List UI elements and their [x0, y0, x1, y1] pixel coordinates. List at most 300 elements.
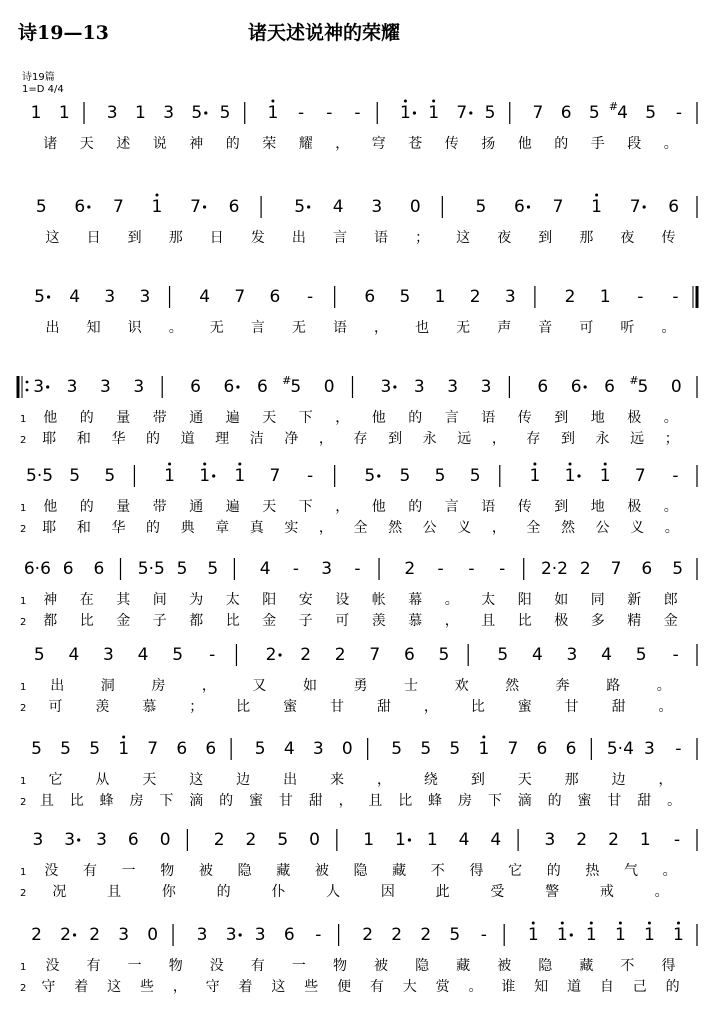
lyric-char: 章 [215, 520, 230, 536]
lyric-char: 可 [48, 699, 63, 715]
note: 7 [552, 197, 564, 217]
lyric-char: 比 [225, 613, 240, 629]
lyric-char: 幕 [408, 592, 423, 608]
note: 1 [478, 739, 490, 759]
note: 5 [60, 739, 71, 759]
augmentation-dot [47, 295, 50, 298]
note: 3 [139, 287, 151, 307]
lyric-char: ， [658, 772, 673, 788]
note: 0 [670, 377, 682, 397]
note: 5 [449, 739, 461, 759]
note: 2·2 [540, 559, 569, 579]
note: 5 [399, 466, 411, 486]
lyric-char: 净 [284, 431, 299, 447]
note: 6 [269, 287, 281, 307]
lyric-char: ， [318, 431, 333, 447]
lyric-char: 比 [69, 793, 84, 809]
augmentation-dot [204, 111, 207, 114]
note: 1 [267, 103, 279, 123]
note: 4 [490, 830, 502, 850]
lyric-char: 实 [284, 520, 299, 536]
note: 3 [254, 925, 266, 945]
lyric-char: 。 [663, 410, 678, 426]
note: 2 [60, 925, 71, 945]
augmentation-dot [570, 933, 573, 936]
note: 1 [639, 830, 651, 850]
note: 7 [507, 739, 519, 759]
note: 5 [637, 377, 649, 397]
high-octave-dot [122, 736, 125, 739]
note: 4 [601, 645, 612, 665]
lyric-char: 这 [456, 230, 471, 246]
note: 1 [58, 103, 70, 123]
lyric-char: 。 [658, 699, 673, 715]
note: 2 [245, 830, 257, 850]
sharp-sign: # [282, 374, 292, 387]
lyric-char: 的 [408, 499, 423, 515]
note: 4 [283, 739, 295, 759]
lyric-char: 极 [627, 499, 642, 515]
lyric-char: 人 [326, 884, 341, 900]
augmentation-dot [77, 838, 80, 841]
lyric-char: 神 [43, 592, 58, 608]
note: 6 [256, 377, 268, 397]
lyric-char: 隐 [538, 958, 553, 974]
repeat-dot [26, 389, 29, 392]
lyric-char: 天 [142, 772, 157, 788]
lyric-char: 听 [620, 320, 635, 336]
verse-number: 2 [20, 617, 27, 628]
lyric-char: 路 [606, 678, 621, 694]
note: 1 [134, 103, 146, 123]
lyric-char: 藏 [276, 863, 291, 879]
note: 2 [576, 830, 588, 850]
note: 3 [64, 830, 76, 850]
note: 5 [35, 197, 47, 217]
lyric-char: 永 [595, 431, 610, 447]
note: 2 [391, 925, 403, 945]
note: 0 [341, 739, 353, 759]
note: 3 [321, 559, 333, 579]
note: 3 [225, 925, 237, 945]
lyric-char: 太 [225, 592, 240, 608]
augmentation-dot [577, 474, 580, 477]
note: 1 [614, 925, 626, 945]
note: 7 [456, 103, 468, 123]
note: 5 [469, 466, 481, 486]
lyric-char: 自 [599, 979, 614, 995]
lyric-char: ， [338, 793, 353, 809]
lyric-char: 极 [554, 613, 569, 629]
note: 3 [371, 197, 383, 217]
lyric-char: 日 [209, 230, 224, 246]
note: 3 [312, 739, 324, 759]
note: 6 [537, 377, 549, 397]
lyric-char: 。 [662, 863, 677, 879]
lyric-char: 的 [547, 793, 562, 809]
lyric-char: 他 [43, 410, 58, 426]
note: 3 [118, 925, 130, 945]
note: 6 [668, 197, 680, 217]
note: 5 [645, 103, 657, 123]
note: 5 [33, 645, 45, 665]
note: 3 [100, 377, 111, 397]
lyric-char: 蜜 [248, 793, 263, 809]
lyric-char: 带 [152, 499, 167, 515]
note: 1 [164, 466, 175, 486]
lyric-char: 洞 [100, 678, 115, 694]
high-octave-dot [168, 463, 171, 466]
note: 6 [514, 197, 525, 217]
lyric-char: 金 [262, 613, 277, 629]
lyric-char: 苍 [408, 136, 423, 152]
lyric-char: 新 [627, 592, 642, 608]
lyric-char: 被 [374, 958, 389, 974]
note: 1 [199, 466, 211, 486]
lyric-char: 没 [209, 958, 224, 974]
lyric-char: 这 [189, 772, 204, 788]
lyric-char: 些 [304, 979, 319, 995]
high-octave-dot [238, 463, 241, 466]
lyric-char: 设 [335, 592, 350, 608]
lyric-char: 和 [76, 431, 91, 447]
lyric-char: 隐 [415, 958, 430, 974]
note: 0 [309, 830, 320, 850]
note: 5 [449, 925, 461, 945]
lyric-char: 言 [444, 499, 459, 515]
lyric-char: ， [374, 320, 389, 336]
lyric-char: 且 [39, 793, 54, 809]
note: 3 [104, 287, 116, 307]
note: 5 [391, 739, 403, 759]
lyric-char: 的 [554, 136, 569, 152]
lyric-char: 传 [517, 499, 532, 515]
lyric-char: 甜 [637, 793, 652, 809]
high-octave-dot [604, 463, 607, 466]
lyric-char: 他 [517, 136, 532, 152]
lyric-char: 到 [560, 431, 575, 447]
note: 3 [32, 830, 44, 850]
lyric-char: 然 [388, 520, 403, 536]
lyric-char: 扬 [481, 136, 496, 152]
note: 5·5 [26, 466, 54, 486]
lyric-char: 守 [205, 979, 220, 995]
note: 5 [475, 197, 487, 217]
lyric-char: 郎 [663, 592, 678, 608]
augmentation-dot [278, 653, 281, 656]
lyric-char: 的 [408, 410, 423, 426]
lyric-char: 在 [79, 592, 94, 608]
augmentation-dot [236, 385, 239, 388]
note: - [675, 739, 682, 759]
note: 5 [420, 739, 432, 759]
note: 5 [89, 739, 101, 759]
lyric-char: 通 [189, 410, 204, 426]
lyric-char: 无 [456, 320, 471, 336]
lyric-char: 来 [330, 772, 345, 788]
note: 5 [290, 377, 302, 397]
verse-number: 1 [20, 867, 27, 878]
lyric-char: 无 [209, 320, 224, 336]
lyric-char: 有 [82, 863, 97, 879]
lyric-char: 如 [554, 592, 569, 608]
note: 1 [529, 466, 541, 486]
note: 6 [74, 197, 86, 217]
note: 6 [283, 925, 295, 945]
sharp-sign: # [629, 374, 639, 387]
note: 5 [254, 739, 266, 759]
lyric-char: 天 [517, 772, 532, 788]
lyric-char: 耀 [298, 136, 313, 152]
lyric-char: 戒 [599, 884, 614, 900]
augmentation-dot [643, 205, 646, 208]
lyric-char: 手 [590, 136, 605, 152]
note: 1 [585, 925, 597, 945]
high-octave-dot [561, 922, 564, 925]
lyric-char: 地 [590, 410, 605, 426]
lyric-char: 甜 [376, 699, 391, 715]
high-octave-dot [569, 463, 572, 466]
lyric-char: 日 [86, 230, 101, 246]
verse-number: 1 [20, 962, 27, 973]
lyric-char: 远 [457, 431, 472, 447]
note: 6 [228, 197, 240, 217]
verse-number: 1 [20, 503, 27, 514]
augmentation-dot [408, 838, 411, 841]
note: 4 [458, 830, 470, 850]
lyric-char: 滴 [189, 793, 204, 809]
lyric-char: 下 [159, 793, 174, 809]
note: - [307, 466, 314, 486]
note: 3 [66, 377, 78, 397]
lyric-char: ， [335, 136, 350, 152]
note: 3 [480, 377, 492, 397]
lyric-char: 蜂 [99, 793, 114, 809]
note: - [437, 559, 444, 579]
lyric-char: 这 [45, 230, 60, 246]
lyric-char: 他 [43, 499, 58, 515]
lyric-char: 仆 [271, 884, 286, 900]
lyric-char: 大 [402, 979, 417, 995]
lyric-char: 知 [86, 320, 101, 336]
note: 1 [673, 925, 684, 945]
note: 7 [634, 466, 646, 486]
note: 4 [69, 287, 81, 307]
lyric-char: 言 [332, 230, 347, 246]
lyric-char: 它 [48, 772, 63, 788]
note: 7 [190, 197, 201, 217]
lyric-char: 言 [250, 320, 265, 336]
lyric-char: 诸 [43, 136, 58, 152]
high-octave-dot [404, 100, 407, 103]
lyric-char: 洁 [249, 431, 264, 447]
note: 7 [147, 739, 159, 759]
high-octave-dot [648, 922, 651, 925]
lyric-char: 语 [374, 230, 389, 246]
note: 0 [409, 197, 421, 217]
piece-number: 诗19—13 [18, 22, 109, 44]
note: 3 [566, 645, 578, 665]
lyric-char: 隐 [353, 863, 368, 879]
note: 7 [112, 197, 124, 217]
note: 3 [644, 739, 655, 759]
lyric-char: 滴 [517, 793, 532, 809]
note: 1 [599, 287, 611, 307]
note: 5 [176, 559, 188, 579]
lyric-char: 全 [526, 520, 541, 536]
verse-number: 2 [20, 435, 27, 446]
note: 6 [223, 377, 235, 397]
lyric-char: 阳 [262, 592, 277, 608]
lyric-char: 且 [368, 793, 383, 809]
lyric-char: 况 [52, 884, 67, 900]
lyric-char: 可 [579, 320, 594, 336]
lyric-char: 蜜 [577, 793, 592, 809]
lyric-char: ， [444, 613, 459, 629]
lyric-char: 蜜 [283, 699, 298, 715]
note: 7 [532, 103, 544, 123]
lyric-char: 着 [238, 979, 253, 995]
lyric-char: 也 [415, 320, 430, 336]
lyric-char: 语 [481, 410, 496, 426]
lyric-char: 存 [353, 431, 368, 447]
lyric-char: 道 [180, 431, 195, 447]
lyric-char: 公 [422, 520, 437, 536]
lyric-char: 的 [546, 863, 561, 879]
lyric-char: 荣 [262, 136, 277, 152]
augmentation-dot [469, 111, 472, 114]
lyric-char: 物 [332, 958, 347, 974]
lyric-char: 子 [298, 613, 313, 629]
lyric-char: 绕 [423, 772, 438, 788]
lyric-char: 。 [661, 320, 676, 336]
note: - [292, 559, 300, 579]
high-octave-dot [677, 922, 680, 925]
lyric-char: 量 [116, 499, 131, 515]
verse-number: 1 [20, 414, 27, 425]
lyric-char: 典 [180, 520, 195, 536]
lyric-char: 量 [116, 410, 131, 426]
note: 3 [106, 103, 118, 123]
lyric-char: 。 [663, 136, 678, 152]
lyric-char: 便 [337, 979, 352, 995]
lyric-char: 比 [470, 699, 485, 715]
note: 2 [579, 559, 591, 579]
lyric-char: 慕 [408, 613, 423, 629]
lyric-char: 得 [661, 958, 676, 974]
lyric-char: 和 [76, 520, 91, 536]
note: 5 [219, 103, 231, 123]
note: 3 [163, 103, 175, 123]
augmentation-dot [413, 111, 416, 114]
song-title: 诸天述说神的荣耀 [248, 22, 401, 44]
lyric-char: 多 [590, 613, 605, 629]
verse-number: 2 [20, 888, 27, 899]
lyric-char: ， [423, 699, 438, 715]
lyric-char: 房 [458, 793, 473, 809]
lyric-char: 永 [422, 431, 437, 447]
lyric-char: 遍 [225, 499, 240, 515]
verse-number: 2 [20, 983, 27, 994]
lyric-char: 全 [353, 520, 368, 536]
lyric-char: 音 [538, 320, 553, 336]
verse-number: 1 [20, 596, 27, 607]
note: 6 [93, 559, 105, 579]
lyric-char: 不 [430, 863, 445, 879]
high-octave-dot [432, 100, 435, 103]
note: - [480, 925, 487, 945]
note: 5·4 [606, 739, 634, 759]
note: 4 [332, 197, 344, 217]
lyric-char: 同 [590, 592, 605, 608]
lyric-char: 子 [152, 613, 167, 629]
lyric-char: 没 [45, 958, 60, 974]
lyric-char: 出 [283, 772, 298, 788]
lyric-char: 的 [216, 884, 231, 900]
lyric-char: 奔 [555, 678, 570, 694]
lyric-char: 藏 [392, 863, 407, 879]
note: 1 [363, 830, 375, 850]
note: 5 [438, 645, 450, 665]
lyric-char: 因 [380, 884, 395, 900]
lyric-char: 通 [189, 499, 204, 515]
note: - [675, 103, 682, 123]
lyric-char: 太 [481, 592, 496, 608]
note: 5 [497, 645, 509, 665]
note: 5 [484, 103, 496, 123]
note: 1 [564, 466, 576, 486]
note: 6 [364, 287, 376, 307]
lyric-char: 耶 [42, 431, 57, 447]
lyric-char: 他 [371, 410, 386, 426]
lyric-char: 阳 [517, 592, 532, 608]
lyric-char: 一 [127, 958, 142, 974]
note: 6 [62, 559, 74, 579]
note: 3 [103, 645, 114, 665]
lyric-char: 夜 [497, 230, 512, 246]
note: 0 [147, 925, 159, 945]
augmentation-dot [393, 385, 396, 388]
note: 1 [599, 466, 611, 486]
lyric-char: 气 [624, 863, 639, 879]
note: - [637, 287, 644, 307]
lyric-char: 无 [291, 320, 306, 336]
note: 3 [33, 377, 45, 397]
note: 2 [420, 925, 432, 945]
lyric-char: 义 [630, 520, 645, 536]
lyric-char: 且 [107, 884, 122, 900]
note: - [326, 103, 333, 123]
lyric-char: 守 [41, 979, 56, 995]
lyric-char: 远 [630, 431, 645, 447]
lyric-char: 义 [457, 520, 472, 536]
note: 5 [172, 645, 184, 665]
lyric-char: 精 [627, 613, 642, 629]
lyric-char: 的 [219, 793, 234, 809]
note: 4 [531, 645, 543, 665]
note: 5 [588, 103, 600, 123]
lyric-char: 的 [79, 499, 94, 515]
lyric-char: 且 [481, 613, 496, 629]
lyric-char: 真 [249, 520, 264, 536]
note: 1 [395, 830, 406, 850]
high-octave-dot [271, 100, 274, 103]
lyric-char: 羡 [95, 699, 110, 715]
note: 1 [234, 466, 246, 486]
note: - [354, 103, 361, 123]
lyric-char: 。 [168, 320, 183, 336]
lyric-char: 。 [656, 678, 671, 694]
